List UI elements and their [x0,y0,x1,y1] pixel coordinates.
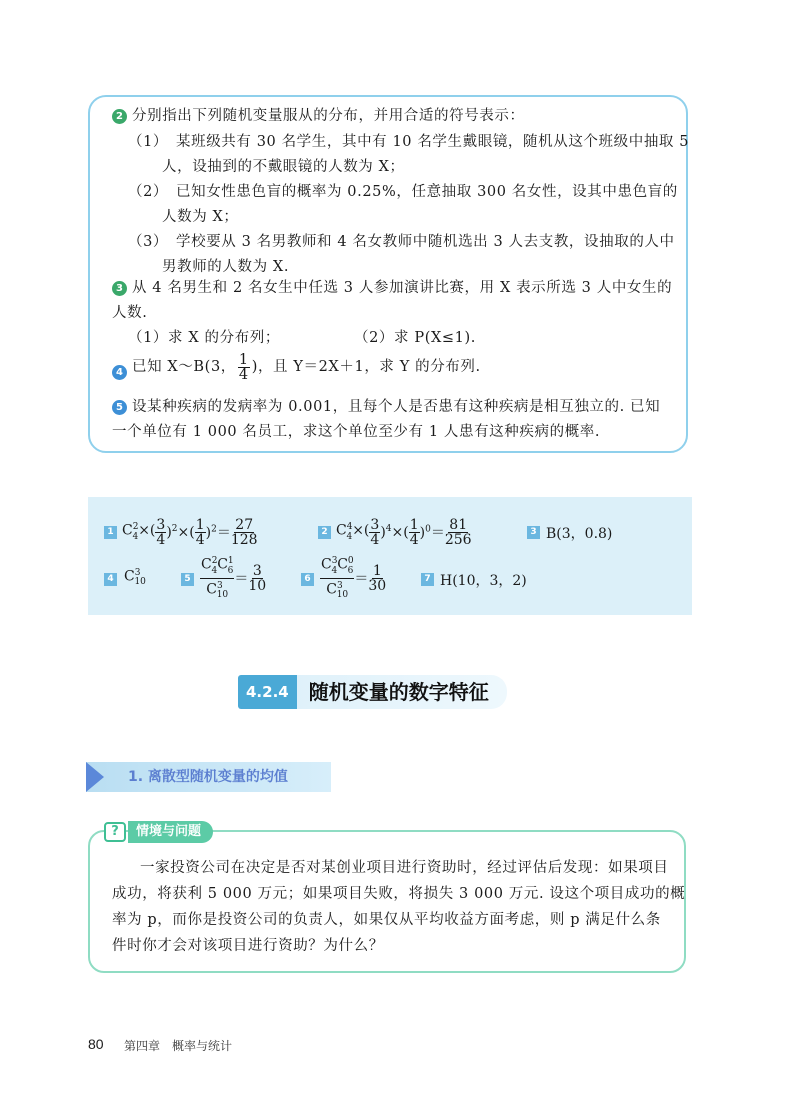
answer-7: H(10，3，2) [440,573,527,589]
exercise-number-5: 5 [112,400,127,415]
exercise-2-item-2-line1: 已知女性患色盲的概率为 0.25%，任意抽取 300 名女性，设其中患色盲的 [176,184,678,200]
answer-number-6: 6 [301,573,314,586]
exercise-4-frac-num: 1 [238,351,249,368]
answer-5-num: 3 [252,562,262,579]
exercise-2-item-3-line2: 男教师的人数为 X. [162,259,290,275]
exercise-number-4: 4 [112,365,127,380]
situation-line-1: 一家投资公司在决定是否对某创业项目进行资助时，经过评估后发现：如果项目 [140,860,669,876]
answer-2-den: 256 [444,531,472,548]
answer-1-den: 128 [230,531,258,548]
answer-2: $C^4_4\times$( $\frac{3}{4}$ )$^4$×( $\frac{1}{4}$ )$^0$＝ $\frac{81}{256}$ [336,516,472,548]
exercise-3-line2: 人数. [112,305,148,321]
answer-5: $\frac{C^2_4C^1_6}{C^3_{10}}$ ＝ $\frac{3}{10}$ [201,556,267,600]
exercise-2-item-1-label: （1） [128,134,169,150]
exercise-2-item-2-line2: 人数为 X； [162,209,239,225]
arrow-right-icon [86,762,104,792]
exercise-4-line [132,350,481,384]
situation-tag [104,820,213,844]
question-icon: ? [104,822,126,842]
exercise-5-line2: 一个单位有 1 000 名员工，求这个单位至少有 1 人患有这种疾病的概率. [112,424,601,440]
exercise-4-pre: 已知 X～B(3， [132,359,236,375]
exercise-2-item-3-line1: 学校要从 3 名男教师和 4 名女教师中随机选出 3 人去支教，设抽取的人中 [176,234,675,250]
exercise-2-item-1-line1: 某班级共有 30 名学生，其中有 10 名学生戴眼镜，随机从这个班级中抽取 5 [176,134,690,150]
answer-4: $C^3_{10}$ [124,568,146,588]
answer-number-4: 4 [104,573,117,586]
exercise-3-part-2: （2）求 P(X≤1). [354,330,476,346]
answer-number-2: 2 [318,526,331,539]
exercise-2-item-1-line2: 人，设抽到的不戴眼镜的人数为 X； [162,159,405,175]
answer-1-num: 27 [235,516,254,533]
situation-line-4: 件时你才会对该项目进行资助？为什么？ [112,938,384,954]
situation-line-3: 率为 p，而你是投资公司的负责人，如果仅从平均收益方面考虑，则 p 满足什么条 [112,912,661,928]
exercise-2-item-3-label: （3） [128,234,169,250]
exercise-2-stem: 分别指出下列随机变量服从的分布，并用合适的符号表示： [132,108,525,124]
chapter-footer: 第四章 概率与统计 [124,1039,233,1053]
exercise-3-line1: 从 4 名男生和 2 名女生中任选 3 人参加演讲比赛，用 X 表示所选 3 人中女生的 [132,280,673,296]
answer-number-3: 3 [527,526,540,539]
exercise-number-2: 2 [112,109,127,124]
answer-2-num: 81 [449,516,468,533]
answer-number-7: 7 [421,573,434,586]
answer-6: $\frac{C^3_4C^0_6}{C^3_{10}}$ ＝ $\frac{1}{30}$ [321,556,387,600]
exercise-2-item-2-label: （2） [128,184,169,200]
answer-number-1: 1 [104,526,117,539]
answer-1: $C^2_4\times$( $\frac{3}{4}$ )$^2$×( $\frac{1}{4}$ )$^2$＝ $\frac{27}{128}$ [122,516,258,548]
section-number: 4.2.4 [238,675,297,709]
answer-6-den: 30 [368,577,387,594]
answer-5-den: 10 [248,577,267,594]
exercise-4-frac-den: 4 [238,366,249,383]
exercise-3-part-1: （1）求 X 的分布列； [128,330,280,346]
exercise-5-line1: 设某种疾病的发病率为 0.001，且每个人是否患有这种疾病是相互独立的. 已知 [132,399,661,415]
section-heading: 随机变量的数字特征 [297,675,507,709]
exercise-4-post: )，且 Y＝2X＋1，求 Y 的分布列. [251,359,481,375]
page-number: 80 [88,1036,104,1052]
exercise-4-fraction [238,353,250,382]
answer-3: B(3，0.8) [546,526,613,542]
situation-line-2: 成功，将获利 5 000 万元；如果项目失败，将损失 3 000 万元. 设这个项目成功的概 [112,886,686,902]
situation-label: 情境与问题 [128,821,213,843]
subsection-title: 1. 离散型随机变量的均值 [128,769,288,785]
section-title [238,675,507,709]
answer-6-num: 1 [372,562,382,579]
exercise-number-3: 3 [112,281,127,296]
answer-number-5: 5 [181,573,194,586]
